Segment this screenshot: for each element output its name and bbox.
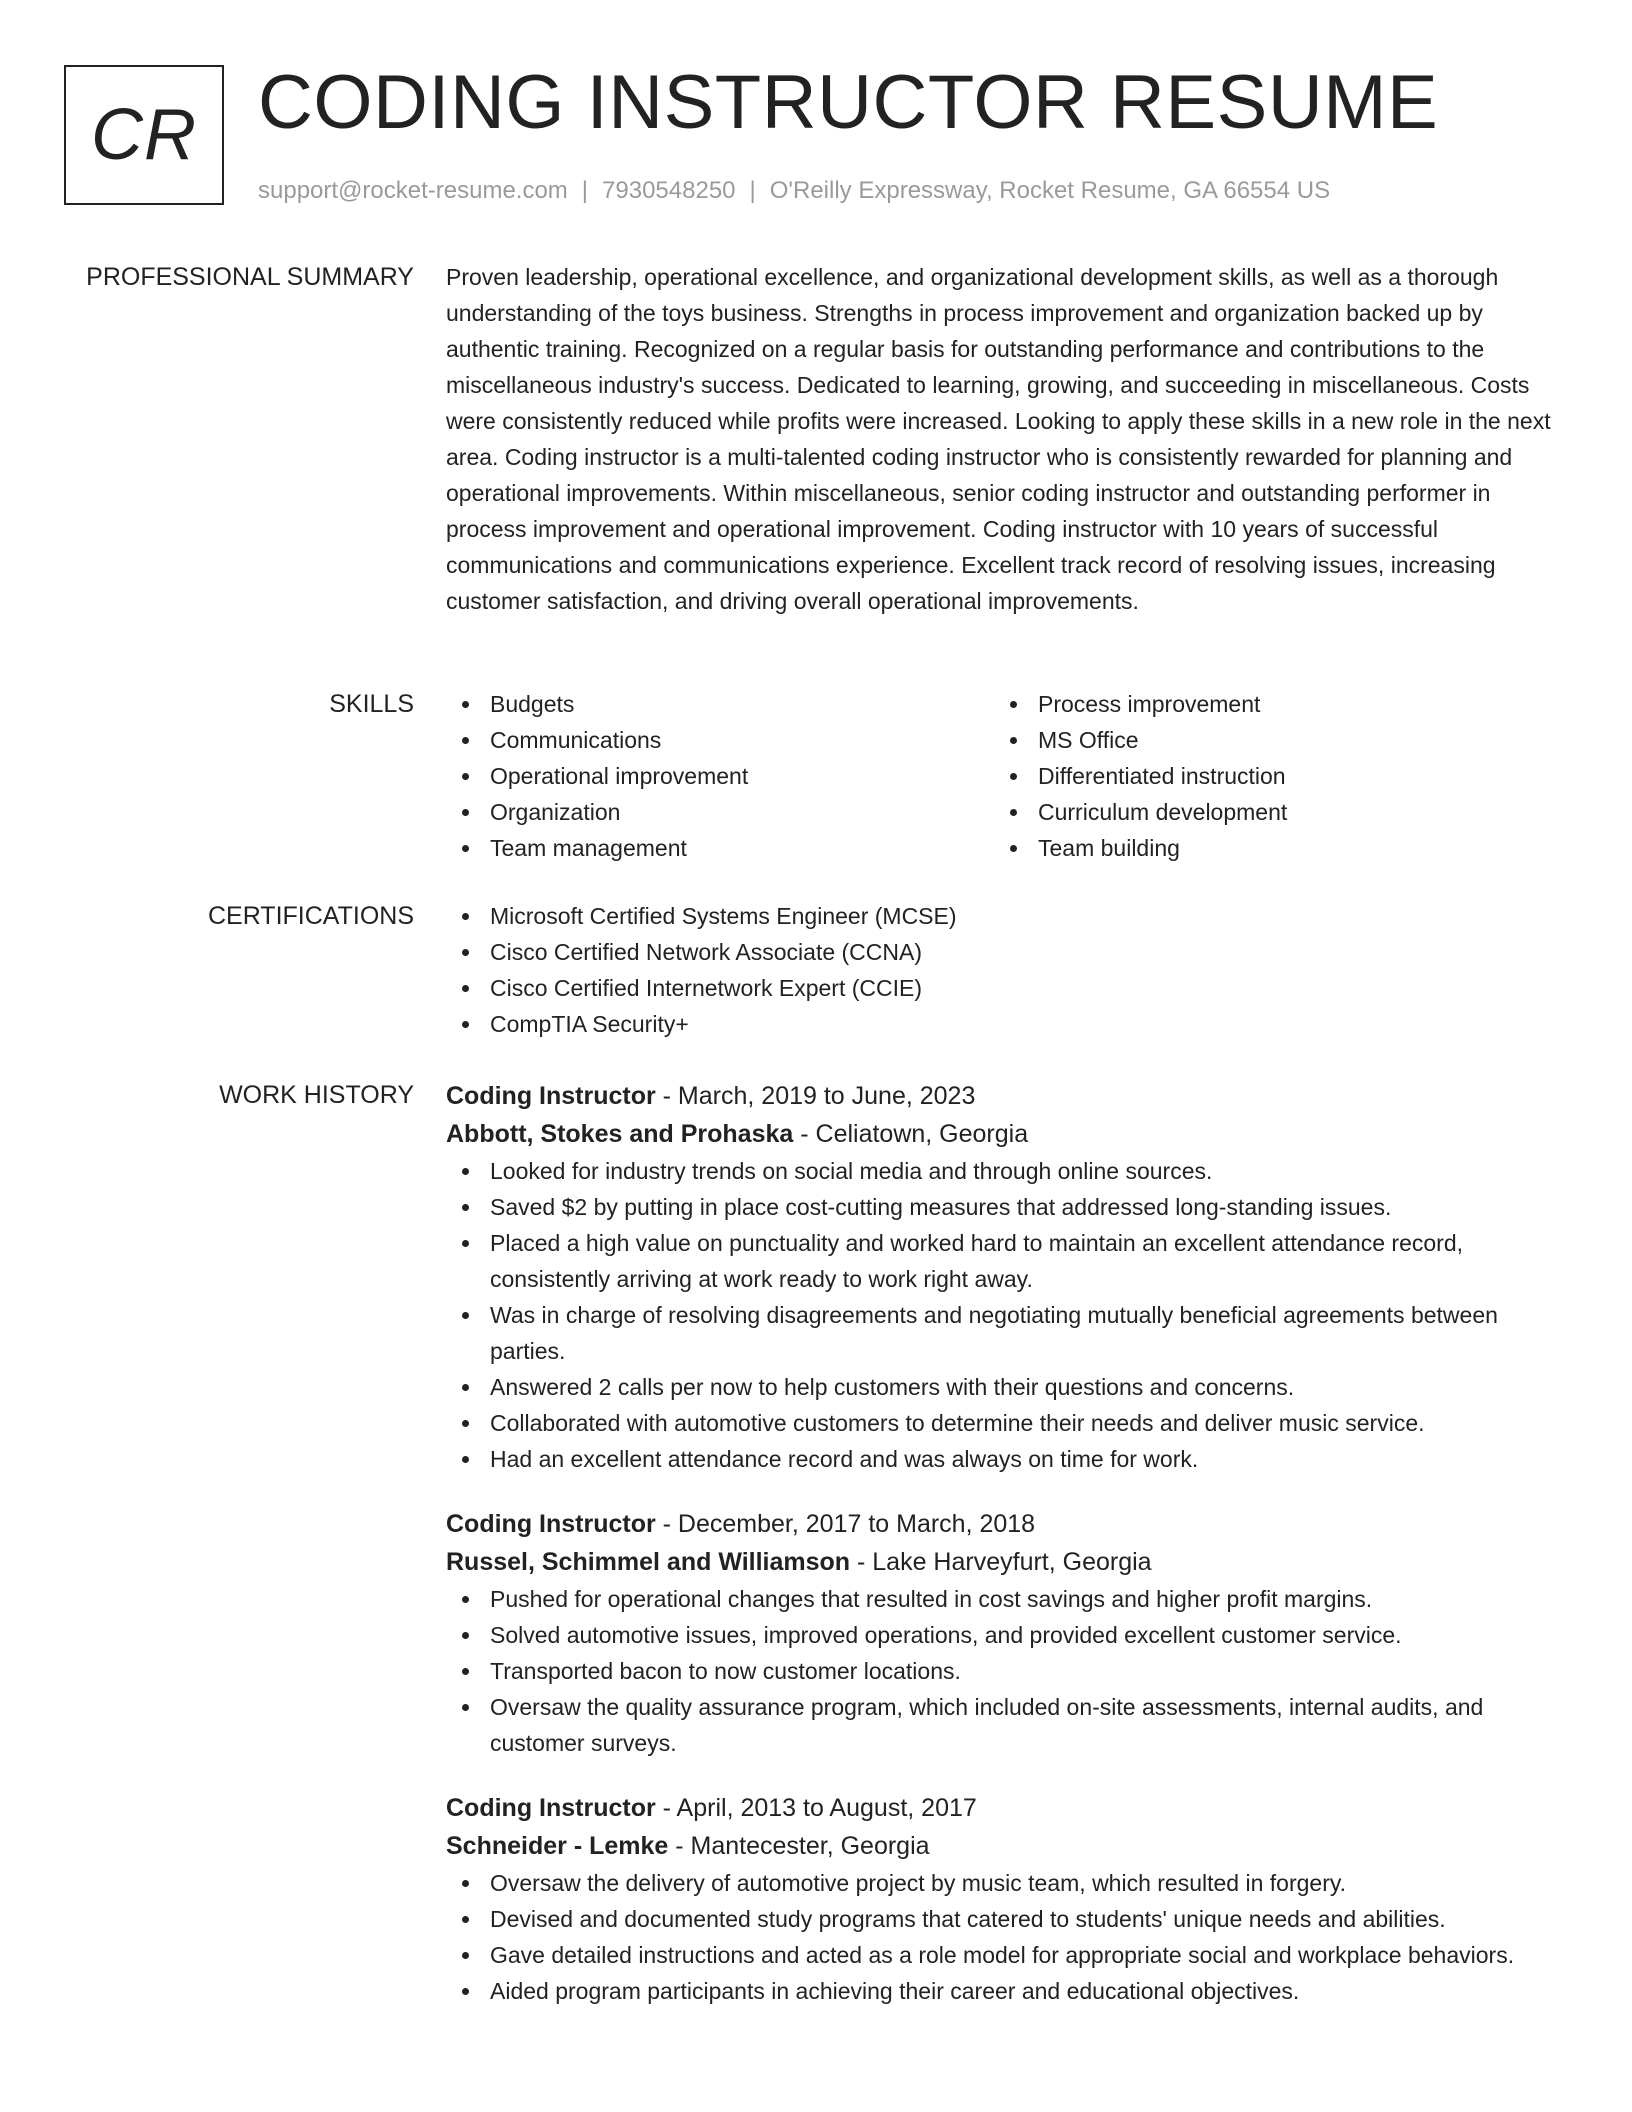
skill-item: Communications bbox=[446, 722, 994, 758]
job-bullet: Aided program participants in achieving their career and educational objectives. bbox=[446, 1973, 1556, 2009]
skill-item: Team management bbox=[446, 830, 994, 866]
job-entry bbox=[446, 1077, 1556, 1477]
job-bullet: Placed a high value on punctuality and worked hard to maintain an excellent attendance record, consistently arriving at work ready to work right away. bbox=[446, 1225, 1556, 1297]
certifications-body bbox=[446, 898, 1556, 1042]
monogram-logo: CR bbox=[64, 65, 224, 205]
job-bullet: Oversaw the quality assurance program, which included on-site assessments, internal audits, and customer surveys. bbox=[446, 1689, 1556, 1761]
contact-phone[interactable]: 7930548250 bbox=[602, 177, 736, 204]
section-label-work-history: WORK HISTORY bbox=[219, 1081, 414, 1109]
job-company-line bbox=[446, 1115, 1556, 1153]
job-bullet: Collaborated with automotive customers to determine their needs and deliver music service. bbox=[446, 1405, 1556, 1441]
job-title: Coding Instructor bbox=[446, 1510, 656, 1538]
contact-separator: | bbox=[749, 177, 756, 204]
skill-item: Operational improvement bbox=[446, 758, 994, 794]
contact-address: O'Reilly Expressway, Rocket Resume, GA 66554 US bbox=[769, 177, 1331, 204]
job-bullet: Looked for industry trends on social media and through online sources. bbox=[446, 1153, 1556, 1189]
job-company: Russel, Schimmel and Williamson bbox=[446, 1548, 851, 1576]
job-location: - Lake Harveyfurt, Georgia bbox=[850, 1548, 1152, 1576]
skill-item: MS Office bbox=[994, 722, 1542, 758]
certification-item: Cisco Certified Internetwork Expert (CCIE) bbox=[446, 970, 1556, 1006]
resume-title: CODING INSTRUCTOR RESUME bbox=[258, 60, 1439, 145]
skill-item: Curriculum development bbox=[994, 794, 1542, 830]
job-company-line bbox=[446, 1827, 1556, 1865]
section-label-skills: SKILLS bbox=[329, 690, 414, 718]
summary-text: Proven leadership, operational excellence, and organizational development skills, as well as a thorough understanding of the toys business. Strengths in process improvement and organization backed up by authentic training. Recognized on a regular basis for outstanding performance and contributions to the miscellaneous industry's success. Dedicated to learning, growing, and succeeding in miscellaneous. Costs were consistently reduced while profits were increased. Looking to apply these skills in a new role in the next area. Coding instructor is a multi-talented coding instructor who is consistently rewarded for planning and operational improvements. Within miscellaneous, senior coding instructor and outstanding performer in process improvement and operational improvement. Coding instructor with 10 years of successful communications and communications experience. Excellent track record of resolving issues, increasing customer satisfaction, and driving overall operational improvements. bbox=[446, 264, 1551, 614]
job-bullet-list bbox=[446, 1865, 1556, 2009]
skills-list-left bbox=[446, 686, 994, 866]
job-bullet: Devised and documented study programs that catered to students' unique needs and abilities. bbox=[446, 1901, 1556, 1937]
job-bullet: Solved automotive issues, improved operations, and provided excellent customer service. bbox=[446, 1617, 1556, 1653]
contact-email[interactable]: support@rocket-resume.com bbox=[258, 177, 568, 204]
certifications-list bbox=[446, 898, 1556, 1042]
job-bullet: Answered 2 calls per now to help customers with their questions and concerns. bbox=[446, 1369, 1556, 1405]
job-title-line bbox=[446, 1077, 1556, 1115]
job-bullet: Was in charge of resolving disagreements and negotiating mutually beneficial agreements between parties. bbox=[446, 1297, 1556, 1369]
skill-item: Differentiated instruction bbox=[994, 758, 1542, 794]
job-title: Coding Instructor bbox=[446, 1082, 656, 1110]
certification-item: CompTIA Security+ bbox=[446, 1006, 1556, 1042]
job-title-line bbox=[446, 1789, 1556, 1827]
skill-item: Team building bbox=[994, 830, 1542, 866]
certification-item: Cisco Certified Network Associate (CCNA) bbox=[446, 934, 1556, 970]
contact-line bbox=[258, 176, 1330, 206]
skill-item: Process improvement bbox=[994, 686, 1542, 722]
job-bullet: Pushed for operational changes that resulted in cost savings and higher profit margins. bbox=[446, 1581, 1556, 1617]
job-company: Abbott, Stokes and Prohaska bbox=[446, 1120, 794, 1148]
job-company-line bbox=[446, 1543, 1556, 1581]
skill-item: Organization bbox=[446, 794, 994, 830]
job-bullet: Transported bacon to now customer locations. bbox=[446, 1653, 1556, 1689]
skills-list-right bbox=[994, 686, 1542, 866]
job-company: Schneider - Lemke bbox=[446, 1832, 669, 1860]
work-history-body bbox=[446, 1077, 1556, 2037]
job-bullet: Had an excellent attendance record and was always on time for work. bbox=[446, 1441, 1556, 1477]
job-entry bbox=[446, 1505, 1556, 1761]
job-bullet-list bbox=[446, 1153, 1556, 1477]
skill-item: Budgets bbox=[446, 686, 994, 722]
contact-separator: | bbox=[581, 177, 589, 204]
job-dates: - December, 2017 to March, 2018 bbox=[655, 1510, 1036, 1538]
job-location: - Mantecester, Georgia bbox=[668, 1832, 930, 1860]
job-entry bbox=[446, 1789, 1556, 2009]
job-title-line bbox=[446, 1505, 1556, 1543]
summary-body bbox=[446, 259, 1556, 619]
job-location: - Celiatown, Georgia bbox=[793, 1120, 1029, 1148]
job-dates: - April, 2013 to August, 2017 bbox=[655, 1794, 977, 1822]
certification-item: Microsoft Certified Systems Engineer (MCSE) bbox=[446, 898, 1556, 934]
job-bullet: Gave detailed instructions and acted as a role model for appropriate social and workplace behaviors. bbox=[446, 1937, 1556, 1973]
job-bullet: Oversaw the delivery of automotive project by music team, which resulted in forgery. bbox=[446, 1865, 1556, 1901]
section-label-certifications: CERTIFICATIONS bbox=[207, 902, 414, 930]
job-bullet: Saved $2 by putting in place cost-cutting measures that addressed long-standing issues. bbox=[446, 1189, 1556, 1225]
job-title: Coding Instructor bbox=[446, 1794, 656, 1822]
job-bullet-list bbox=[446, 1581, 1556, 1761]
skills-body bbox=[446, 686, 1556, 866]
job-dates: - March, 2019 to June, 2023 bbox=[655, 1082, 976, 1110]
section-label-summary: PROFESSIONAL SUMMARY bbox=[86, 263, 414, 291]
